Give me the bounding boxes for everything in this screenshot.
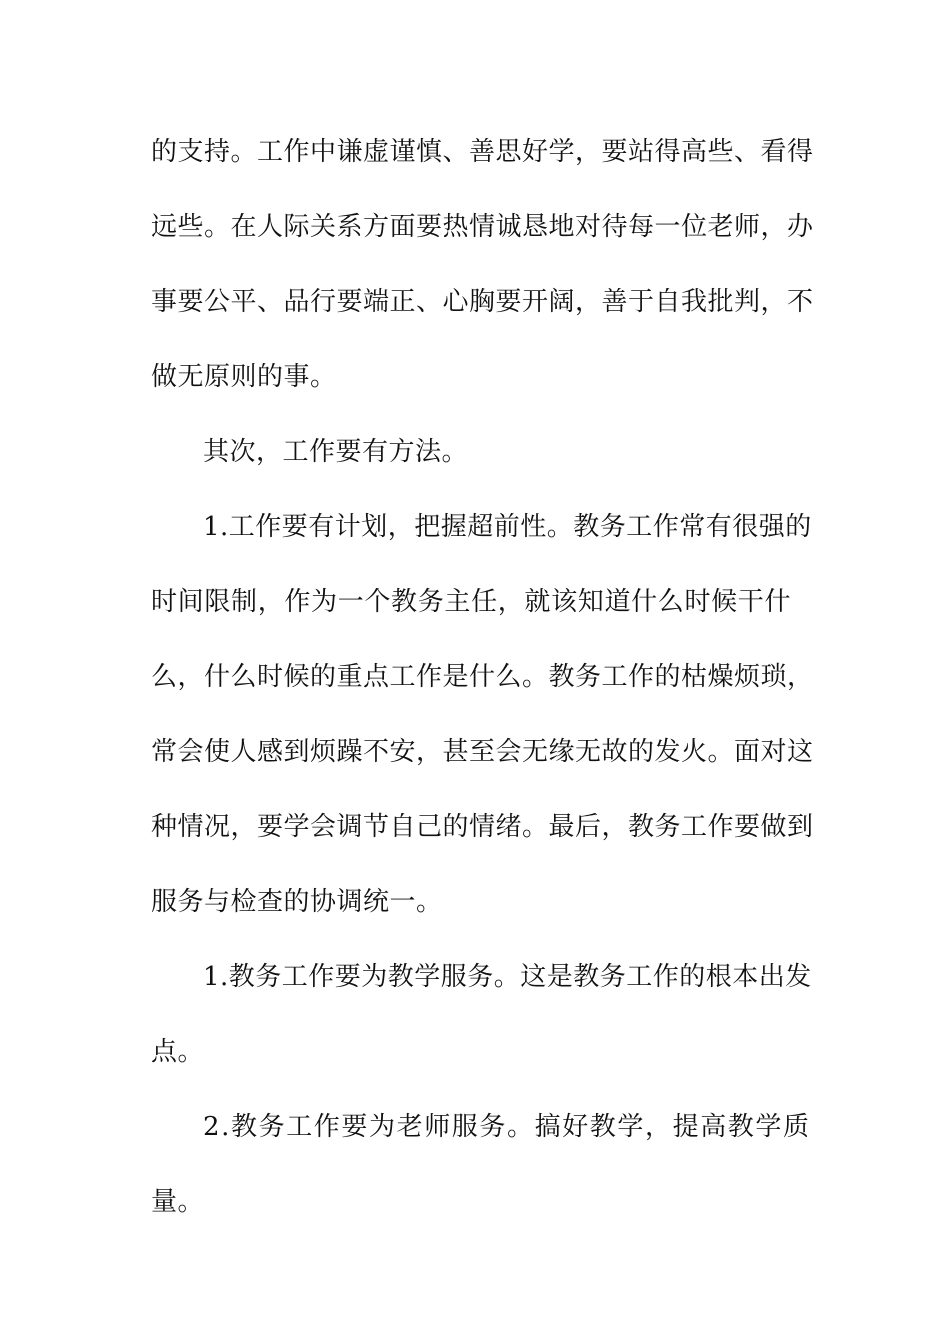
text-line: 么，什么时候的重点工作是什么。教务工作的枯燥烦琐， (151, 662, 814, 692)
text-line: 远些。在人际关系方面要热情诚恳地对待每一位老师，办 (151, 212, 814, 242)
text-line: 事要公平、品行要端正、心胸要开阔，善于自我批判，不 (151, 287, 814, 317)
text-line: 1.工作要有计划，把握超前性。教务工作常有很强的 (203, 512, 812, 542)
text-line: 常会使人感到烦躁不安，甚至会无缘无故的发火。面对这 (151, 737, 814, 767)
text-line: 2.教务工作要为老师服务。搞好教学，提高教学质 (203, 1112, 811, 1142)
text-line: 服务与检查的协调统一。 (151, 887, 443, 917)
text-line: 点。 (151, 1037, 205, 1067)
text-line: 的支持。工作中谦虚谨慎、善思好学，要站得高些、看得 (151, 137, 814, 167)
text-line: 量。 (151, 1187, 205, 1217)
text-line: 种情况，要学会调节自己的情绪。最后，教务工作要做到 (151, 812, 814, 842)
text-line: 时间限制，作为一个教务主任，就该知道什么时候干什 (151, 587, 791, 617)
text-line: 1.教务工作要为教学服务。这是教务工作的根本出发 (203, 962, 812, 992)
text-line: 做无原则的事。 (151, 362, 337, 392)
paragraph-heading: 其次，工作要有方法。 (203, 437, 469, 467)
